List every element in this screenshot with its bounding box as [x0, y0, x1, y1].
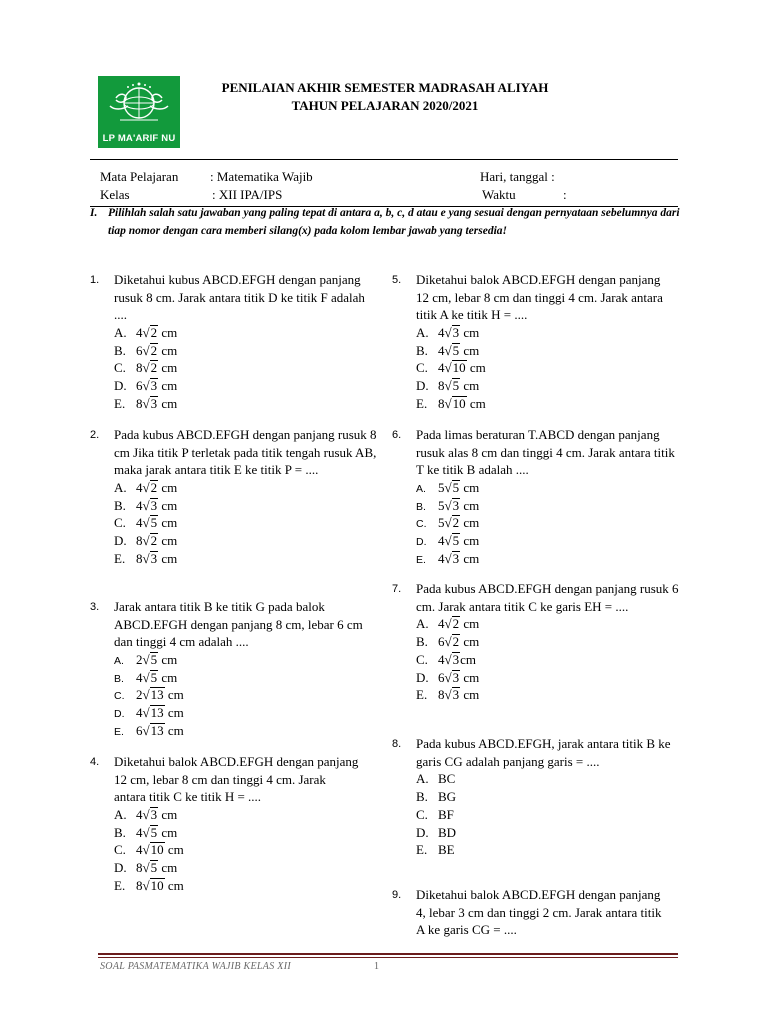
option-unit: cm [161, 806, 178, 822]
option-letter: B. [114, 342, 126, 358]
answer-option [416, 806, 682, 824]
option-letter: B. [114, 497, 126, 513]
option-letter: C. [416, 651, 428, 667]
option-value: BC [438, 771, 456, 787]
lp-maarif-nu-logo [98, 76, 180, 148]
option-unit: cm [167, 722, 184, 738]
option-radicand: 5 [150, 824, 158, 840]
option-coefficient: 4 [438, 550, 445, 566]
instruction-text: Pilihlah salah satu jawaban yang paling tepat di antara a, b, c, d atau e yang sesuai dengan pernyataan sebelumnya dari tiap nomor dengan cara memberi silang(x) pada kolom lembar jawab yang tersedia! [108, 207, 680, 237]
answer-option [416, 615, 682, 633]
question-9 [392, 886, 662, 939]
option-radicand: 2 [150, 479, 158, 495]
option-radicand: 3 [150, 550, 158, 566]
question-number: 3. [90, 601, 100, 613]
option-unit: cm [161, 497, 178, 513]
answer-options [114, 806, 360, 895]
option-radicand: 3 [150, 806, 158, 822]
answer-option [114, 479, 380, 497]
question-text: Diketahui kubus ABCD.EFGH dengan panjang rusuk 8 cm. Jarak antara titik D ke titik F adalah .... [114, 272, 365, 323]
sqrt-icon: √2 [142, 479, 158, 495]
option-coefficient: 8 [438, 687, 445, 703]
sqrt-icon: √3 [444, 550, 460, 566]
answer-option [114, 686, 370, 704]
sqrt-icon: √3 [142, 378, 158, 394]
question-text: Jarak antara titik B ke titik G pada balok ABCD.EFGH dengan panjang 8 cm, lebar 6 cm dan tinggi 4 cm adalah .... [114, 599, 363, 650]
question-number: 4. [90, 756, 100, 768]
question-number: 1. [90, 274, 100, 286]
option-letter: E. [416, 553, 426, 566]
question-7 [392, 580, 682, 704]
option-unit: cm [161, 669, 178, 685]
sqrt-icon: √13 [142, 722, 164, 738]
option-radicand: 10 [150, 842, 164, 858]
option-coefficient: 2 [136, 651, 143, 667]
option-coefficient: 8 [136, 877, 143, 893]
option-radicand: 2 [452, 616, 460, 632]
answer-option [416, 359, 672, 377]
exam-year: TAHUN PELAJARAN 2020/2021 [291, 98, 479, 113]
answer-options [416, 615, 682, 704]
option-letter: D. [416, 536, 427, 549]
option-radicand: 3 [452, 497, 460, 513]
option-letter: E. [416, 395, 428, 411]
option-radicand: 2 [150, 324, 158, 340]
option-coefficient: 5 [438, 479, 445, 495]
sqrt-icon: √3 [444, 497, 460, 513]
option-unit: cm [161, 395, 178, 411]
option-coefficient: 8 [438, 378, 445, 394]
answer-option [416, 651, 682, 669]
sqrt-icon: √3 [142, 395, 158, 411]
subject-label: Mata Pelajaran [100, 169, 179, 184]
answer-option [416, 377, 672, 395]
option-radicand: 5 [150, 669, 158, 685]
answer-option [114, 806, 360, 824]
answer-option [416, 788, 682, 806]
option-coefficient: 5 [438, 515, 445, 531]
nu-emblem-icon [98, 76, 180, 134]
instruction-block [90, 205, 680, 240]
answer-option [416, 686, 682, 704]
answer-option [416, 324, 672, 342]
question-text: Pada kubus ABCD.EFGH dengan panjang rusuk 6 cm. Jarak antara titik C ke garis EH = .... [416, 581, 679, 614]
option-radicand: 3 [452, 651, 460, 667]
option-unit: cm [161, 515, 178, 531]
sqrt-icon: √2 [142, 324, 158, 340]
exam-title: PENILAIAN AKHIR SEMESTER MADRASAH ALIYAH [221, 80, 549, 95]
option-coefficient: 6 [438, 669, 445, 685]
option-coefficient: 4 [136, 824, 143, 840]
option-letter: D. [416, 824, 429, 840]
answer-option [416, 770, 682, 788]
option-coefficient: 4 [438, 616, 445, 632]
option-unit: cm [463, 342, 480, 358]
answer-option [416, 395, 672, 413]
option-unit: cm [161, 651, 178, 667]
sqrt-icon: √5 [142, 824, 158, 840]
answer-options [114, 651, 370, 740]
option-radicand: 5 [150, 515, 158, 531]
option-coefficient: 4 [136, 515, 143, 531]
option-letter: B. [416, 788, 428, 804]
option-letter: A. [416, 324, 429, 340]
option-radicand: 3 [452, 550, 460, 566]
option-coefficient: 8 [136, 550, 143, 566]
option-radicand: 13 [150, 687, 164, 703]
option-letter: D. [114, 708, 125, 721]
option-coefficient: 4 [136, 806, 143, 822]
option-letter: E. [114, 725, 124, 738]
option-unit: cm [161, 479, 178, 495]
option-radicand: 13 [150, 722, 164, 738]
sqrt-icon: √5 [444, 342, 460, 358]
question-6 [392, 426, 677, 568]
option-letter: C. [416, 806, 428, 822]
section-number: I. [90, 207, 98, 219]
option-radicand: 2 [150, 342, 158, 358]
option-unit: cm [161, 533, 178, 549]
option-radicand: 2 [150, 360, 158, 376]
sqrt-icon: √13 [142, 687, 164, 703]
question-number: 7. [392, 583, 402, 595]
option-unit: cm [161, 860, 178, 876]
option-letter: D. [416, 378, 429, 394]
footer-text: SOAL PASMATEMATIKA WAJIB KELAS XII [100, 961, 291, 972]
answer-option [416, 841, 682, 859]
option-letter: C. [114, 515, 126, 531]
option-letter: B. [114, 824, 126, 840]
answer-option [114, 704, 370, 722]
page-number: 1 [374, 961, 379, 972]
answer-option [114, 550, 380, 568]
answer-option [114, 722, 370, 740]
option-unit: cm [161, 360, 178, 376]
answer-option [416, 633, 682, 651]
answer-option [114, 395, 370, 413]
option-radicand: 5 [452, 378, 460, 394]
option-radicand: 13 [150, 705, 164, 721]
answer-option [114, 877, 360, 895]
option-letter: D. [114, 533, 127, 549]
option-coefficient: 6 [438, 633, 445, 649]
sqrt-icon: √3 [142, 806, 158, 822]
answer-option [416, 497, 677, 515]
option-unit: cm [463, 633, 480, 649]
answer-option [114, 841, 360, 859]
answer-option [114, 651, 370, 669]
answer-option [416, 342, 672, 360]
time-label: Waktu [482, 187, 516, 202]
answer-options [114, 324, 370, 413]
question-number: 2. [90, 429, 100, 441]
option-coefficient: 8 [136, 533, 143, 549]
option-letter: E. [114, 550, 126, 566]
option-radicand: 2 [452, 515, 460, 531]
option-coefficient: 8 [136, 360, 143, 376]
option-coefficient: 4 [136, 479, 143, 495]
question-text: Pada kubus ABCD.EFGH dengan panjang rusuk 8 cm Jika titik P terletak pada titik tengah rusuk AB, maka jarak antara titik E ke titik P = .... [114, 427, 377, 478]
option-value: BE [438, 842, 455, 858]
option-coefficient: 6 [136, 722, 143, 738]
option-radicand: 3 [150, 378, 158, 394]
option-unit: cm [463, 378, 480, 394]
answer-option [416, 550, 677, 568]
option-coefficient: 8 [136, 395, 143, 411]
question-number: 8. [392, 738, 402, 750]
option-unit: cm [463, 616, 480, 632]
answer-option [416, 514, 677, 532]
option-letter: E. [416, 687, 428, 703]
question-5 [392, 271, 672, 413]
sqrt-icon: √2 [444, 616, 460, 632]
sqrt-icon: √3 [444, 687, 460, 703]
answer-option [114, 669, 370, 687]
sqrt-icon: √3 [444, 669, 460, 685]
class-value: : XII IPA/IPS [212, 187, 283, 202]
sqrt-icon: √5 [444, 533, 460, 549]
sqrt-icon: √3 [444, 324, 460, 340]
sqrt-icon: √10 [444, 360, 466, 376]
option-coefficient: 2 [136, 687, 143, 703]
option-unit: cm [460, 651, 477, 667]
answer-option [114, 324, 370, 342]
sqrt-icon: √10 [444, 395, 466, 411]
option-letter: B. [416, 633, 428, 649]
option-radicand: 3 [452, 687, 460, 703]
option-unit: cm [463, 497, 480, 513]
answer-option [114, 532, 380, 550]
option-unit: cm [463, 479, 480, 495]
option-coefficient: 8 [136, 860, 143, 876]
option-unit: cm [167, 842, 184, 858]
option-radicand: 5 [150, 651, 158, 667]
question-3 [90, 598, 370, 740]
option-unit: cm [463, 550, 480, 566]
option-radicand: 10 [150, 877, 164, 893]
option-unit: cm [463, 324, 480, 340]
answer-option [114, 342, 370, 360]
answer-options [114, 479, 380, 568]
sqrt-icon: √3 [444, 651, 460, 667]
question-text: Diketahui balok ABCD.EFGH dengan panjang 12 cm, lebar 8 cm dan tinggi 4 cm. Jarak antara titik C ke titik H = .... [114, 754, 359, 805]
option-coefficient: 6 [136, 378, 143, 394]
time-colon: : [563, 187, 567, 202]
sqrt-icon: √2 [142, 360, 158, 376]
sqrt-icon: √5 [444, 378, 460, 394]
option-coefficient: 4 [136, 324, 143, 340]
option-letter: A. [416, 771, 429, 787]
option-letter: B. [416, 500, 426, 513]
option-radicand: 5 [452, 342, 460, 358]
option-letter: C. [416, 360, 428, 376]
sqrt-icon: √5 [142, 515, 158, 531]
answer-option [416, 532, 677, 550]
question-4 [90, 753, 360, 895]
sqrt-icon: √5 [142, 669, 158, 685]
option-letter: B. [114, 672, 124, 685]
option-coefficient: 4 [136, 669, 143, 685]
option-letter: A. [114, 654, 124, 667]
answer-option [416, 824, 682, 842]
option-coefficient: 6 [136, 342, 143, 358]
option-letter: A. [416, 616, 429, 632]
option-unit: cm [469, 395, 486, 411]
option-coefficient: 4 [438, 324, 445, 340]
option-letter: D. [416, 669, 429, 685]
question-number: 9. [392, 889, 402, 901]
question-text: Diketahui balok ABCD.EFGH dengan panjang 4, lebar 3 cm dan tinggi 2 cm. Jarak antara titik A ke garis CG = .... [416, 887, 662, 938]
answer-option [416, 479, 677, 497]
sqrt-icon: √2 [444, 633, 460, 649]
answer-option [114, 514, 380, 532]
answer-option [416, 669, 682, 687]
option-coefficient: 4 [136, 705, 143, 721]
sqrt-icon: √2 [142, 533, 158, 549]
option-coefficient: 4 [438, 651, 445, 667]
logo-label: LP MA'ARIF NU [102, 133, 176, 144]
option-letter: C. [114, 842, 126, 858]
option-radicand: 5 [150, 860, 158, 876]
option-value: BG [438, 788, 457, 804]
option-unit: cm [167, 687, 184, 703]
question-text: Pada kubus ABCD.EFGH, jarak antara titik B ke garis CG adalah panjang garis = .... [416, 736, 671, 769]
option-unit: cm [463, 515, 480, 531]
option-radicand: 5 [452, 533, 460, 549]
option-letter: E. [416, 842, 428, 858]
option-unit: cm [161, 824, 178, 840]
option-letter: E. [114, 395, 126, 411]
option-unit: cm [161, 550, 178, 566]
option-letter: E. [114, 877, 126, 893]
option-unit: cm [161, 324, 178, 340]
option-coefficient: 8 [438, 395, 445, 411]
option-letter: D. [114, 378, 127, 394]
option-radicand: 3 [150, 497, 158, 513]
class-label: Kelas [100, 187, 130, 202]
option-letter: A. [114, 479, 127, 495]
option-unit: cm [161, 342, 178, 358]
option-letter: A. [416, 482, 426, 495]
answer-option [114, 359, 370, 377]
option-letter: A. [114, 324, 127, 340]
option-unit: cm [469, 360, 486, 376]
option-coefficient: 4 [438, 533, 445, 549]
answer-option [114, 377, 370, 395]
option-value: BD [438, 824, 457, 840]
sqrt-icon: √5 [444, 479, 460, 495]
answer-option [114, 497, 380, 515]
option-unit: cm [167, 705, 184, 721]
option-radicand: 10 [452, 395, 466, 411]
option-radicand: 5 [452, 479, 460, 495]
option-unit: cm [463, 669, 480, 685]
question-number: 5. [392, 274, 402, 286]
day-date-label: Hari, tanggal : [480, 169, 555, 184]
question-8 [392, 735, 682, 859]
option-unit: cm [167, 877, 184, 893]
sqrt-icon: √2 [444, 515, 460, 531]
sqrt-icon: √5 [142, 860, 158, 876]
question-text: Diketahui balok ABCD.EFGH dengan panjang 12 cm, lebar 8 cm dan tinggi 4 cm. Jarak antara titik A ke titik H = .... [416, 272, 663, 323]
option-unit: cm [463, 687, 480, 703]
option-unit: cm [463, 533, 480, 549]
answer-options [416, 479, 677, 568]
option-letter: C. [416, 518, 427, 531]
option-radicand: 2 [150, 533, 158, 549]
option-letter: C. [114, 360, 126, 376]
option-radicand: 3 [452, 324, 460, 340]
footer-divider [98, 953, 678, 955]
footer-divider-thin [98, 957, 678, 958]
question-text: Pada limas beraturan T.ABCD dengan panjang rusuk alas 8 cm dan tinggi 4 cm. Jarak antara titik T ke titik B adalah .... [416, 427, 675, 478]
option-letter: B. [416, 342, 428, 358]
option-radicand: 2 [452, 633, 460, 649]
question-2 [90, 426, 380, 568]
exam-header [190, 79, 580, 115]
sqrt-icon: √5 [142, 651, 158, 667]
option-value: BF [438, 806, 454, 822]
question-number: 6. [392, 429, 402, 441]
header-divider [90, 159, 678, 160]
subject-value: : Matematika Wajib [210, 169, 313, 184]
option-radicand: 3 [150, 395, 158, 411]
option-coefficient: 4 [136, 497, 143, 513]
answer-options [416, 324, 672, 413]
option-coefficient: 4 [136, 842, 143, 858]
sqrt-icon: √13 [142, 705, 164, 721]
question-1 [90, 271, 370, 413]
option-radicand: 10 [452, 360, 466, 376]
option-letter: D. [114, 860, 127, 876]
sqrt-icon: √10 [142, 877, 164, 893]
option-coefficient: 4 [438, 342, 445, 358]
option-coefficient: 5 [438, 497, 445, 513]
sqrt-icon: √3 [142, 550, 158, 566]
sqrt-icon: √10 [142, 842, 164, 858]
answer-options [416, 770, 682, 859]
answer-option [114, 824, 360, 842]
option-letter: C. [114, 690, 125, 703]
option-radicand: 3 [452, 669, 460, 685]
option-unit: cm [161, 378, 178, 394]
option-letter: A. [114, 806, 127, 822]
sqrt-icon: √2 [142, 342, 158, 358]
sqrt-icon: √3 [142, 497, 158, 513]
option-coefficient: 4 [438, 360, 445, 376]
answer-option [114, 859, 360, 877]
